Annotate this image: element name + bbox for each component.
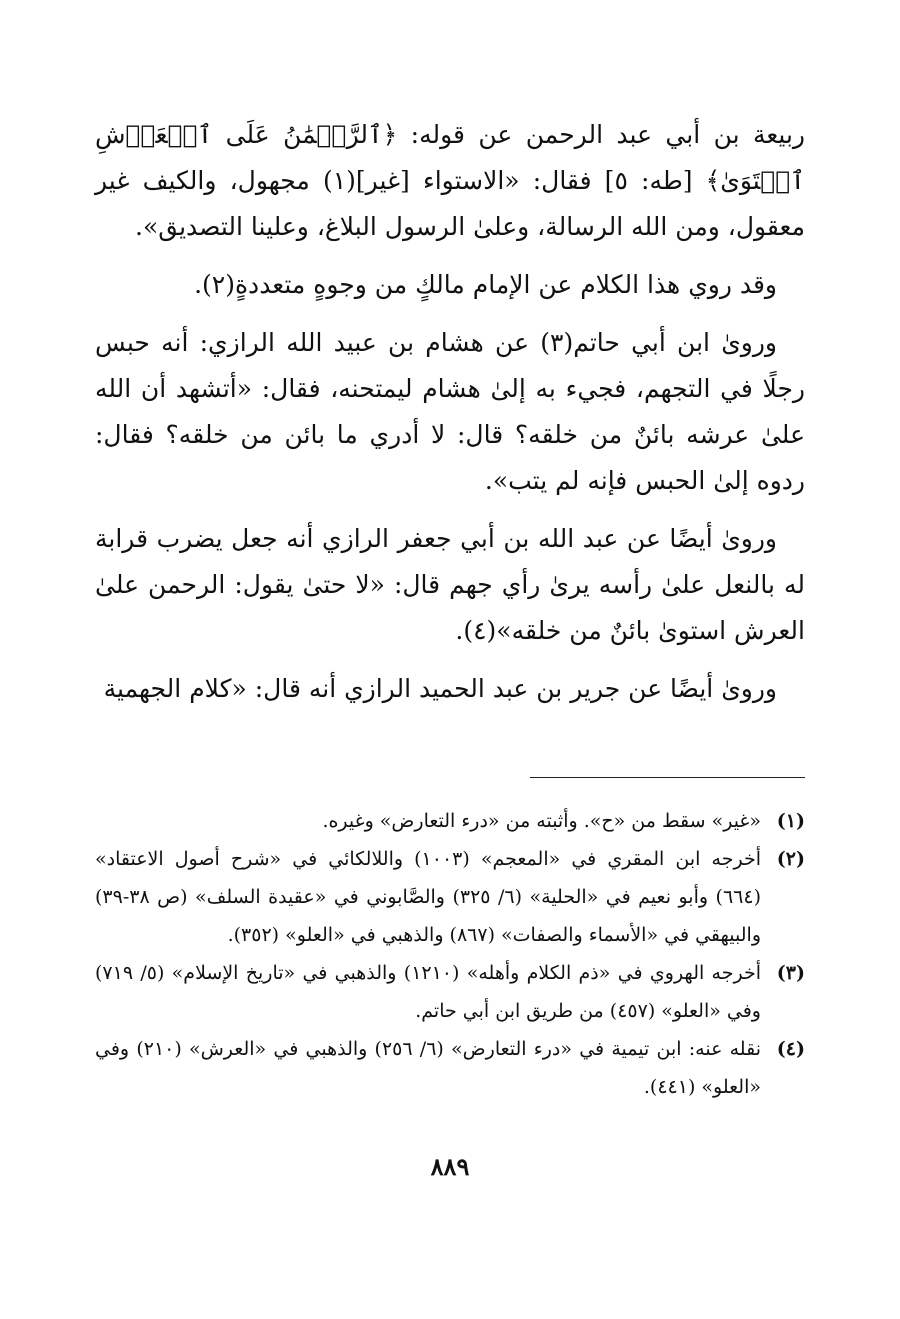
footnote-text: نقله عنه: ابن تيمية في «درء التعارض» (٦/ ٢٥٦) والذهبي في «العرش» (٢١٠) وفي «العلو» (٤٤١).	[95, 1038, 761, 1098]
footnote-number: (٤)	[776, 1038, 805, 1060]
page-number: ٨٨٩	[430, 1152, 470, 1181]
paragraph: ورویٰ ابن أبي حاتم(٣) عن هشام بن عبيد الله الرازي: أنه حبس رجلًا في التجهم، فجيء به إلىٰ هشام ليمتحنه، فقال: «أتشهد أن الله علىٰ عرشه بائنٌ من خلقه؟ قال: لا أدري ما بائن من خلقه؟ فقال: ردوه إلىٰ الحبس فإنه لم يتب».	[95, 328, 805, 495]
footnote-number: (٢)	[776, 848, 805, 870]
paragraph: وروىٰ أيضًا عن عبد الله بن أبي جعفر الرازي أنه جعل يضرب قرابة له بالنعل علىٰ رأسه يرىٰ رأي جهم قال: «لا حتىٰ يقول: الرحمن علىٰ العرش استوىٰ بائنٌ من خلقه»(٤).	[95, 524, 805, 645]
footnote-number: (١)	[776, 810, 805, 832]
paragraph: وقد روي هذا الكلام عن الإمام مالكٍ من وجوهٍ متعددةٍ(٢).	[194, 270, 777, 299]
paragraph: وروىٰ أيضًا عن جرير بن عبد الحميد الرازي أنه قال: «كلام الجهمية	[103, 674, 777, 703]
footnote	[95, 802, 805, 840]
main-text	[95, 112, 805, 712]
footnote	[95, 954, 805, 1030]
footnotes	[95, 802, 805, 1106]
footnote	[95, 840, 805, 954]
footnote-text: أخرجه ابن المقري في «المعجم» (١٠٠٣) واللالكائي في «شرح أصول الاعتقاد» (٦٦٤) وأبو نعيم في «الحلية» (٦/ ٣٢٥) والصَّابوني في «عقيدة السلف» (ص ٣٨-٣٩) والبيهقي في «الأسماء والصفات» (٨٦٧) والذهبي في «العلو» (٣٥٢).	[95, 848, 761, 946]
footnote-number: (٣)	[776, 962, 805, 984]
paragraph: ربيعة بن أبي عبد الرحمن عن قوله: ﴿ٱلرَّحۡمَٰنُ عَلَى ٱلۡعَرۡشِ ٱسۡتَوَىٰ﴾ [طه: ٥] فقال: «الاستواء [غير](١) مجهول، والكيف غير معقول، ومن الله الرسالة، وعلىٰ الرسول البلاغ، وعلينا التصديق».	[95, 120, 805, 241]
footnote-text: أخرجه الهروي في «ذم الكلام وأهله» (١٢١٠) والذهبي في «تاريخ الإسلام» (٥/ ٧١٩) وفي «العلو» (٤٥٧) من طريق ابن أبي حاتم.	[95, 962, 761, 1022]
footnote-text: «غير» سقط من «ح». وأثبته من «درء التعارض» وغيره.	[322, 810, 761, 832]
footnote-separator	[530, 777, 805, 778]
footnote	[95, 1030, 805, 1106]
book-page	[95, 112, 805, 1302]
